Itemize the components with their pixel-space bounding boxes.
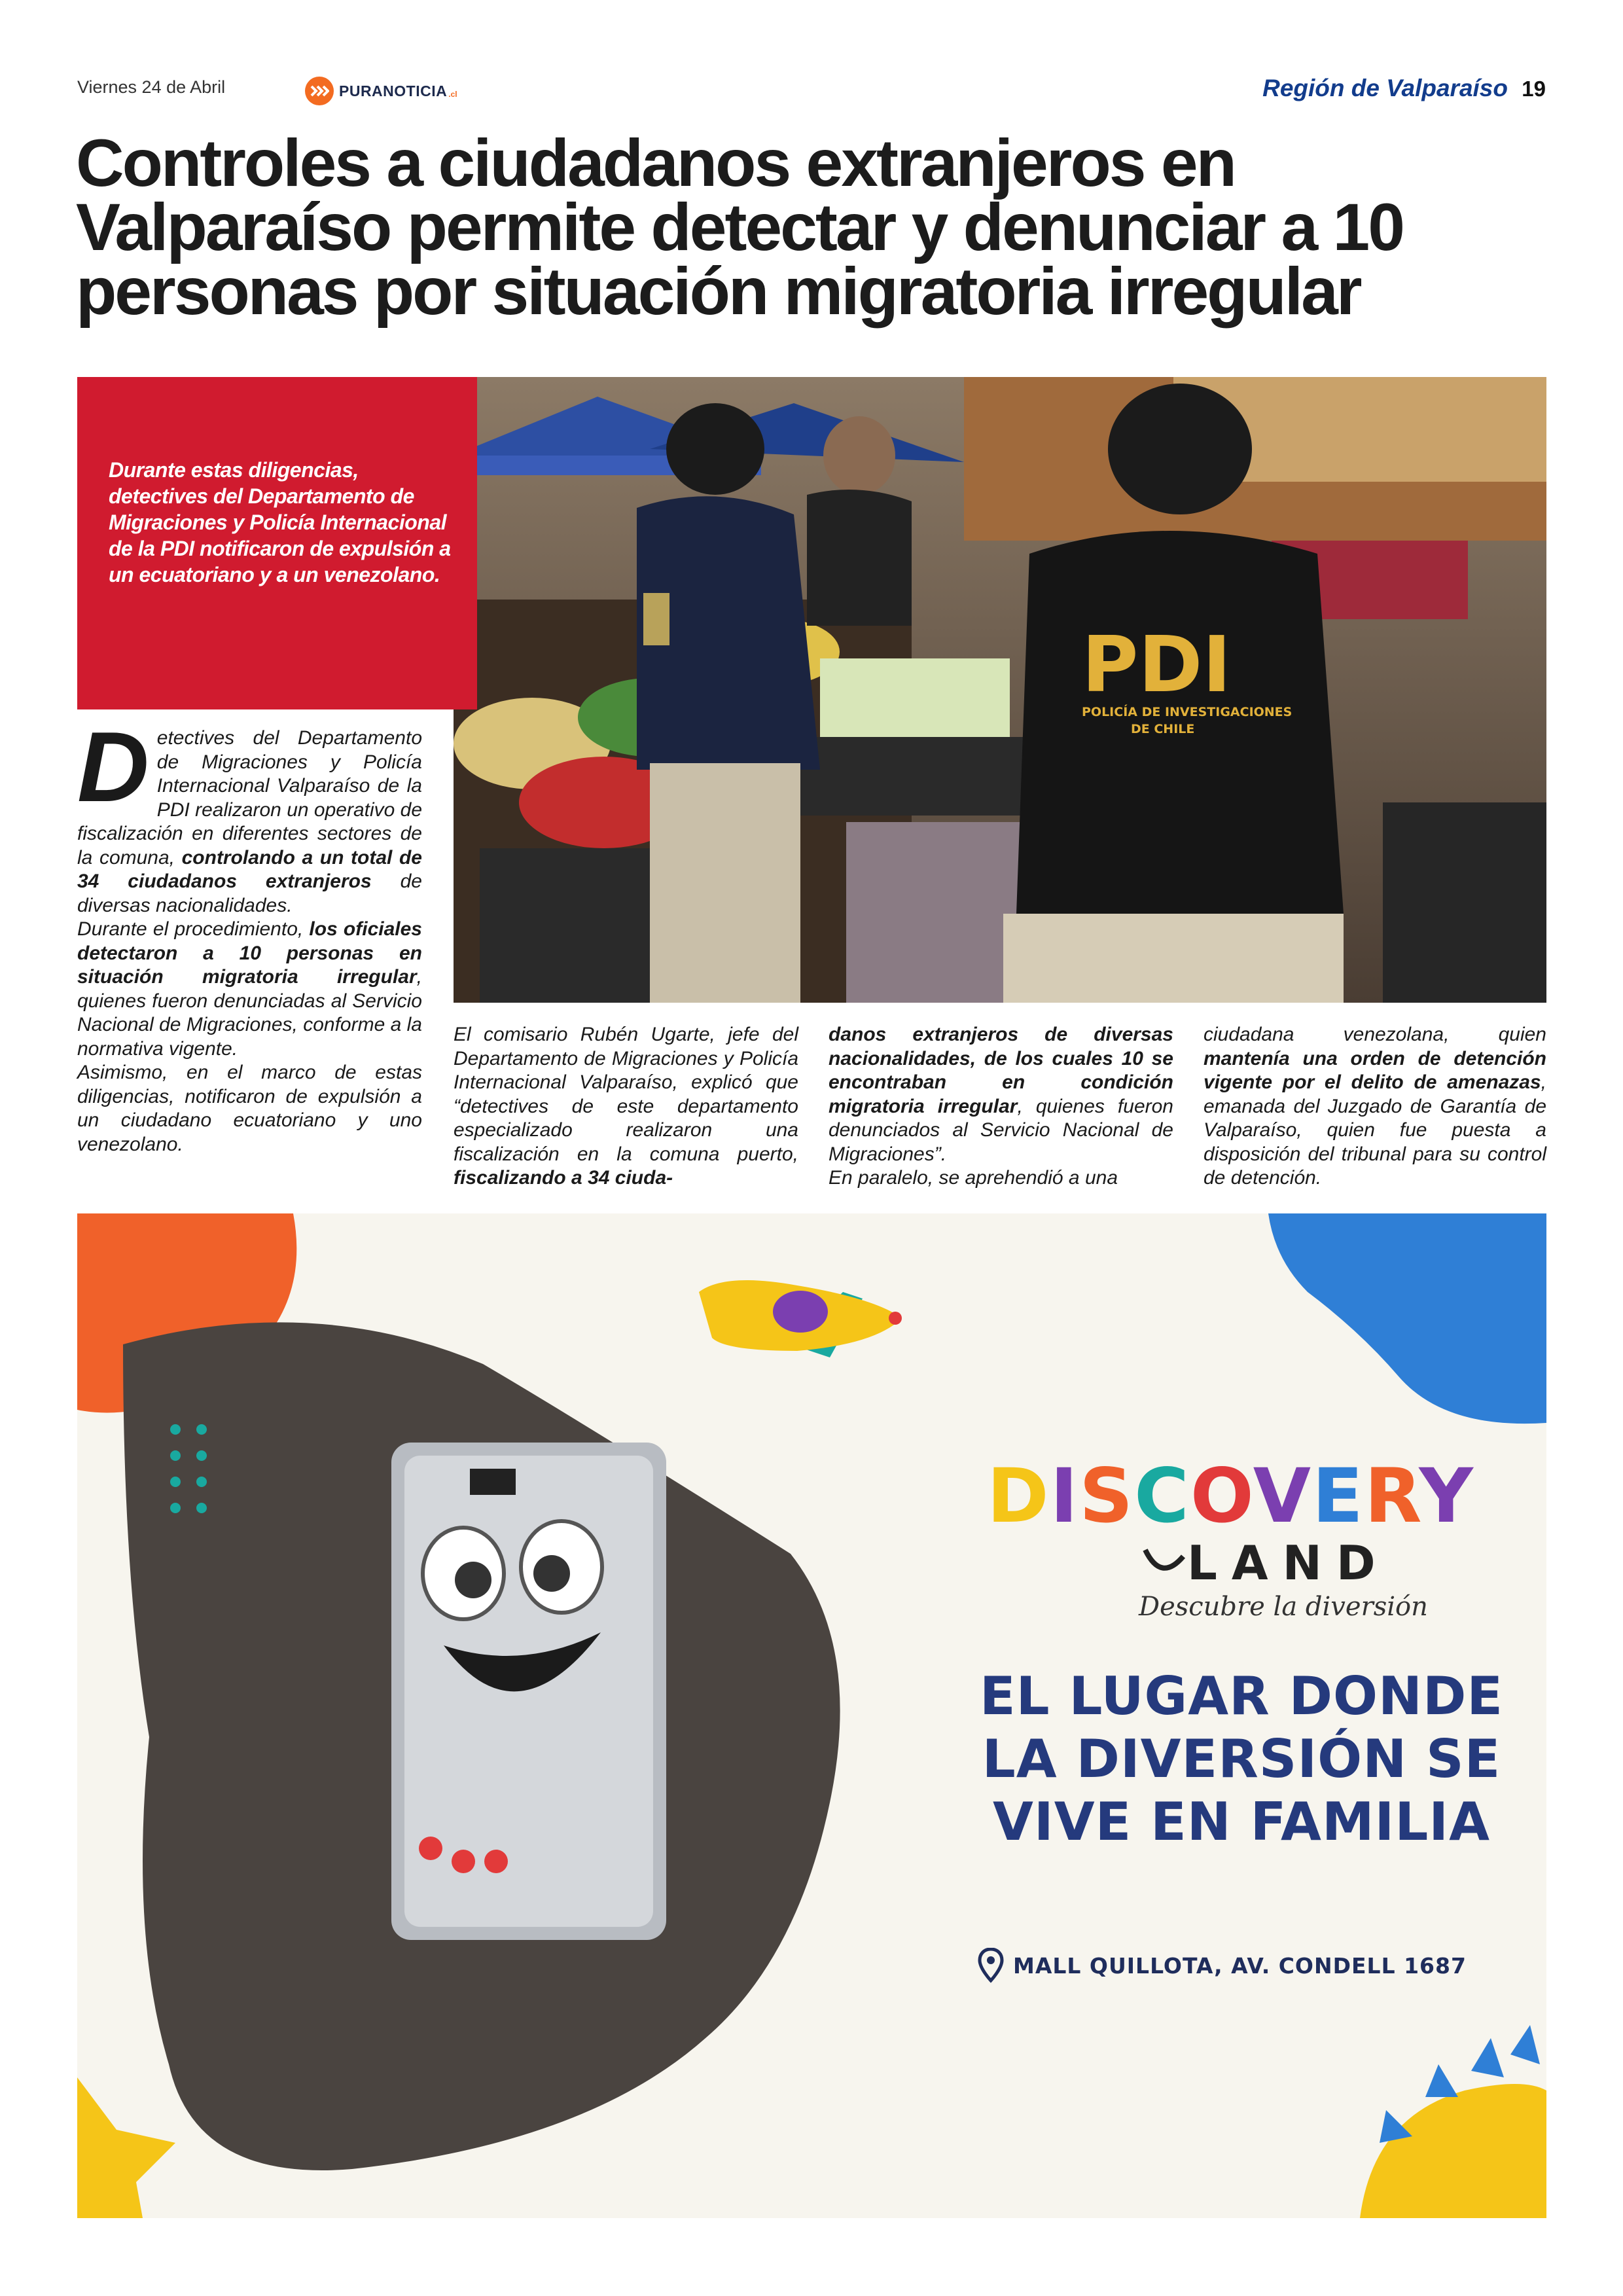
brand-land: LAND: [1187, 1535, 1390, 1590]
body-column-2: [454, 1023, 798, 1191]
headline-line: personas por situación migratoria irregular: [76, 254, 1361, 329]
body-paragraph: Asimismo, en el marco de estas diligencias, notificaron de expulsión a un ciudadano ecuatoriano y uno venezolano.: [77, 1062, 422, 1155]
publication-logo[interactable]: [305, 77, 457, 105]
logo-name: PURANOTICIA: [339, 82, 448, 99]
article-deck-box: [77, 377, 477, 709]
ad-tagline: [963, 1665, 1520, 1854]
location-pin-icon: [978, 1948, 1004, 1983]
body-paragraph: etectives del Departamento de Migraciones y Policía Internacional Valparaíso de la PDI realizaron un operativo de fiscalización en diferentes sectores de la comuna, controlando a un total de 34 ciudadanos extranjeros de diversas nacionalidades.: [77, 727, 423, 916]
tagline-line: EL LUGAR DONDE: [979, 1666, 1503, 1727]
vest-pdi-text: PDI: [1082, 619, 1232, 709]
discoveryland-advertisement[interactable]: [77, 1213, 1546, 2218]
body-column-1: [77, 711, 423, 1157]
body-paragraph: ciudadana venezolana, quien mantenía una orden de detención vigente por el delito de amenazas, emanada del Juzgado de Garantía de Valparaíso, quien fue puesta a disposición del tribunal para su control de detención.: [1204, 1024, 1546, 1189]
svg-text:POLICÍA DE INVESTIGACIONES: POLICÍA DE INVESTIGACIONES: [1082, 705, 1293, 719]
brand-slogan: Descubre la diversión: [1139, 1592, 1428, 1622]
drop-cap: D: [77, 711, 149, 823]
logo-chevrons-icon: [305, 77, 334, 105]
brand-discovery: DISCOVERY: [987, 1452, 1474, 1539]
tagline-line: VIVE EN FAMILIA: [993, 1791, 1490, 1852]
svg-text:DE CHILE: DE CHILE: [1131, 722, 1195, 736]
issue-date: Viernes 24 de Abril: [77, 77, 226, 97]
body-paragraph: Durante el procedimiento, los oficiales detectaron a 10 personas en situación migratoria irregular, quienes fueron denunciadas al Servicio Nacional de Migraciones, conforme a la normativa vigente.: [77, 918, 422, 1060]
body-paragraph: En paralelo, se aprehendió a una: [829, 1167, 1118, 1189]
article-photo: [454, 377, 1546, 1003]
logo-tld: .cl: [448, 90, 457, 99]
tagline-line: LA DIVERSIÓN SE: [982, 1729, 1501, 1789]
headline-line: Controles a ciudadanos extranjeros en: [76, 126, 1235, 200]
article-headline: [76, 126, 1555, 329]
page-number: 19: [1522, 77, 1546, 101]
body-column-3: [829, 1023, 1173, 1191]
headline-line: Valparaíso permite detectar y denunciar a 10: [76, 190, 1403, 264]
ad-address: MALL QUILLOTA, AV. CONDELL 1687: [1013, 1952, 1467, 1979]
body-paragraph: El comisario Rubén Ugarte, jefe del Departamento de Migraciones y Policía Internacional Valparaíso, explicó que “detectives de este departamento especializado realizaron una fiscalización en la comuna puerto, fiscalizando a 34 ciuda-: [454, 1024, 798, 1189]
body-paragraph: danos extranjeros de diversas nacionalidades, de los cuales 10 se encontraban en condición migratoria irregular, quienes fueron denunciados al Servicio Nacional de Migraciones”.: [829, 1024, 1173, 1165]
ad-address-row[interactable]: [978, 1948, 1467, 1983]
body-column-4: [1204, 1023, 1546, 1191]
discoveryland-logo: [987, 1452, 1543, 1622]
section-title: Región de Valparaíso: [1262, 75, 1508, 101]
market-scene-illustration: [454, 377, 1546, 1003]
smile-icon: [1141, 1543, 1187, 1583]
article-deck: Durante estas diligencias, detectives del Departamento de Migraciones y Policía Internacional de la PDI notificaron de expulsión a un ecuatoriano y a un venezolano.: [109, 458, 451, 586]
